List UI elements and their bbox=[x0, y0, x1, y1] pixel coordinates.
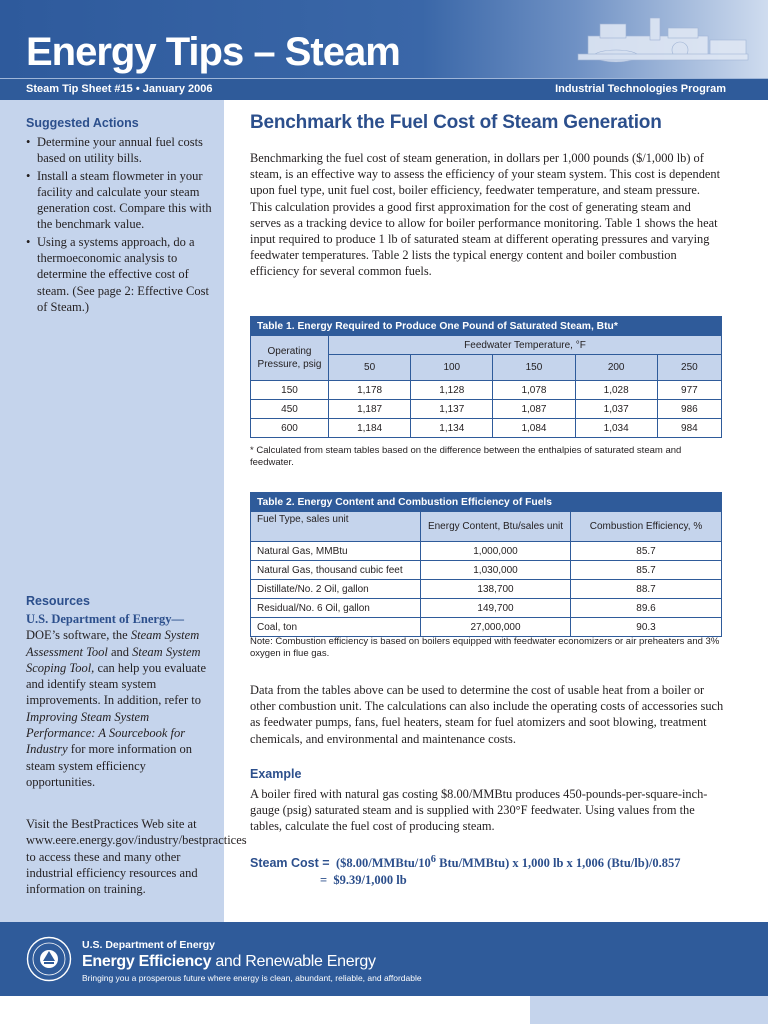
calc-formula: ($\$8.00/MMBtu/10^6$ Btu/MMBtu) x 1,000 lb x 1,006 (Btu/lb)/0.857 bbox=[336, 854, 681, 871]
table-row: 150 1,178 1,128 1,078 1,028 977 bbox=[251, 381, 722, 400]
scoping-tool-name: Steam System Scoping Tool, bbox=[26, 644, 201, 675]
table1-col-header: 150 bbox=[493, 355, 575, 381]
footer-accent-strip bbox=[530, 996, 768, 1024]
action-item: • Using a systems approach, do a thermoeconomic analysis to determine the effective cost of steam. (See page 2: Effective Cost of Steam.) bbox=[26, 234, 216, 315]
table-row: Coal, ton 27,000,000 90.3 bbox=[251, 618, 722, 637]
table-row: Natural Gas, MMBtu 1,000,000 85.7 bbox=[251, 542, 722, 561]
visit-website-text: Visit the BestPractices Web site at www.eere.energy.gov/industry/bestpractices to access these and many other industrial efficiency resources and information on training. bbox=[26, 817, 247, 897]
table-row: Distillate/No. 2 Oil, gallon 138,700 88.7 bbox=[251, 580, 722, 599]
table1-row-header: Operating Pressure, psig bbox=[251, 336, 329, 381]
actions-list bbox=[26, 134, 216, 315]
sidebar bbox=[0, 100, 247, 922]
page-footer bbox=[0, 922, 768, 996]
action-item: • Install a steam flowmeter in your facility and calculate your steam generation cost. Compare this with the benchmark value. bbox=[26, 168, 216, 233]
table-row: Natural Gas, thousand cubic feet 1,030,000 85.7 bbox=[251, 561, 722, 580]
sourcebook-title: Improving Steam System Performance: A Sourcebook for Industry bbox=[26, 709, 186, 757]
tables-discussion-paragraph: Data from the tables above can be used to determine the cost of usable heat from a boiler or other combustion unit. The calculations can also include the operating costs of accessories such as feedwater pumps, fans, fuel heaters, steam for fuel atomizers and soot blowing, treatment chemicals, and environmental and maintenance costs. bbox=[250, 683, 724, 746]
table-row: Residual/No. 6 Oil, gallon 149,700 89.6 bbox=[251, 599, 722, 618]
steam-cost-calculation: Steam Cost = ($\$8.00/MMBtu/10^6$ Btu/MMBtu) x 1,000 lb x 1,006 (Btu/lb)/0.857 = $9.39/1,000 lb bbox=[250, 854, 681, 888]
suggested-actions-heading: Suggested Actions bbox=[26, 116, 139, 130]
article-title: Benchmark the Fuel Cost of Steam Generation bbox=[250, 112, 662, 133]
doe-name: U.S. Department of Energy— bbox=[26, 612, 184, 626]
resources-heading: Resources bbox=[26, 594, 90, 608]
table-row: 600 1,184 1,134 1,084 1,034 984 bbox=[251, 419, 722, 438]
document-title: Energy Tips – Steam bbox=[26, 30, 400, 74]
resources bbox=[26, 594, 208, 790]
table2-footnote: Note: Combustion efficiency is based on boilers equipped with feedwater economizers or air preheaters and 3% oxygen in flue gas. bbox=[250, 636, 720, 659]
footer-office: Energy Efficiency and Renewable Energy bbox=[82, 953, 376, 970]
table1-col-header: 250 bbox=[657, 355, 721, 381]
table-row: 450 1,187 1,137 1,087 1,037 986 bbox=[251, 400, 722, 419]
table-fuel-content bbox=[250, 492, 722, 637]
example-paragraph: A boiler fired with natural gas costing $8.00/MMBtu produces 450-pounds-per-square-inch-gauge (psig) saturated steam and is supplied with 230°F feedwater. Using values from the tables, calculate the fuel cost of producing steam. bbox=[250, 787, 708, 834]
header-info-bar bbox=[0, 78, 768, 100]
industrial-plant-illustration bbox=[560, 10, 760, 68]
calc-result: $9.39/1,000 lb bbox=[333, 873, 407, 888]
table1-col-group: Feedwater Temperature, °F bbox=[329, 336, 722, 355]
table-steam-energy bbox=[250, 316, 722, 438]
table2-col-header: Energy Content, Btu/sales unit bbox=[421, 512, 571, 542]
tip-sheet-label: Steam Tip Sheet #15 • January 2006 bbox=[26, 83, 213, 95]
doe-seal-icon bbox=[26, 936, 72, 982]
resources-text: U.S. Department of Energy— DOE’s software, the Steam System Assessment Tool and Steam System Scoping Tool, can help you evaluate and identify steam system improvements. In addition, refer to Improving Steam System Performance: A Sourcebook for Industry for more information on steam system efficiency opportunities. bbox=[26, 612, 207, 789]
table1-col-header: 100 bbox=[411, 355, 493, 381]
table2-col-header: Fuel Type, sales unit bbox=[251, 512, 421, 542]
program-label: Industrial Technologies Program bbox=[555, 83, 726, 95]
table1-caption: Table 1. Energy Required to Produce One Pound of Saturated Steam, Btu* bbox=[251, 317, 722, 336]
table2-caption: Table 2. Energy Content and Combustion Efficiency of Fuels bbox=[251, 493, 722, 512]
table2-col-header: Combustion Efficiency, % bbox=[571, 512, 722, 542]
ssat-tool-name: Steam System Assessment Tool bbox=[26, 628, 200, 659]
example-heading: Example bbox=[250, 767, 302, 781]
calc-label: Steam Cost = bbox=[250, 856, 330, 871]
table1-col-header: 50 bbox=[329, 355, 411, 381]
intro-paragraph: Benchmarking the fuel cost of steam generation, in dollars per 1,000 pounds ($/1,000 lb) of steam, is an effective way to assess the efficiency of your steam system. This cost is dependent upon fuel type, unit fuel cost, boiler efficiency, feedwater temperature, and steam pressure. This calculation provides a good first approximation for the cost of generating steam and serves as a tracking device to allow for boiler performance monitoring. Table 1 shows the heat input required to produce 1 lb of saturated steam at different operating pressures and varying feedwater temperatures. Table 2 lists the typical energy content and boiler combustion efficiency for several common fuels. bbox=[250, 151, 721, 279]
action-item: • Determine your annual fuel costs based on utility bills. bbox=[26, 134, 216, 167]
main-content bbox=[250, 112, 725, 134]
footer-dept: U.S. Department of Energy bbox=[82, 939, 216, 951]
table1-footnote: * Calculated from steam tables based on the difference between the enthalpies of saturated steam and feedwater. bbox=[250, 445, 682, 468]
suggested-actions bbox=[26, 116, 216, 316]
table1-col-header: 200 bbox=[575, 355, 657, 381]
page-header bbox=[0, 0, 768, 100]
footer-tagline: Bringing you a prosperous future where energy is clean, abundant, reliable, and affordable bbox=[82, 973, 422, 983]
